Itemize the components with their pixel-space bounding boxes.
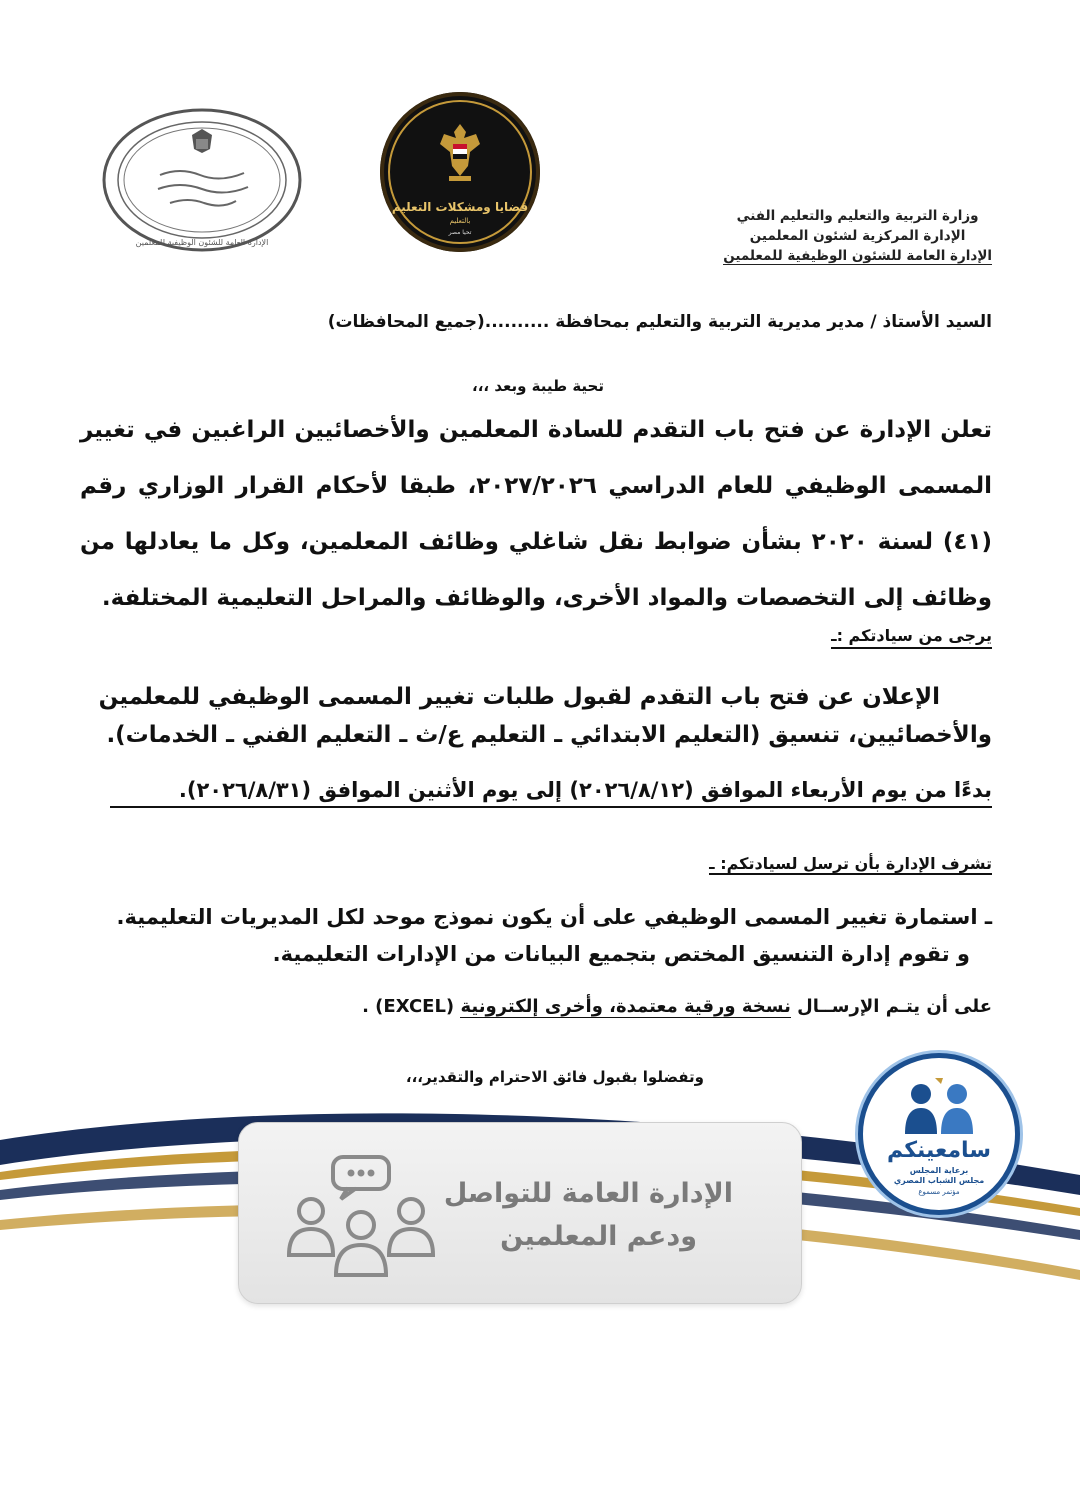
communication-department-card (238, 1122, 802, 1304)
people-chat-icon (281, 1151, 441, 1281)
logo-subtitle: بالتعليم (449, 217, 471, 225)
announce-line-1: الإعلان عن فتح باب التقدم لقبول طلبات تغيير المسمى الوظيفي للمعلمين (98, 684, 940, 710)
badge-footer: مؤتمر مسموع (918, 1188, 960, 1196)
header-line-2: الإدارة المركزية لشئون المعلمين (749, 228, 966, 244)
closing-line: وتفضلوا بقبول فائق الاحترام والتقدير،،، (405, 1068, 704, 1086)
card-line-1: الإدارة العامة للتواصل (443, 1178, 733, 1209)
header-line-1: وزارة التربية والتعليم والتعليم الفني (736, 208, 979, 224)
ministry-header (723, 206, 992, 266)
education-issues-logo (380, 92, 540, 252)
form-line-3 (362, 996, 992, 1017)
announce-line-2: والأخصائيين، تنسيق (التعليم الابتدائي ـ التعليم ع/ث ـ التعليم الفني ـ الخدمات). (106, 722, 992, 748)
greeting: تحية طيبة وبعد ،،، (472, 377, 604, 395)
logo-title: قضايا ومشكلات التعليم (391, 200, 529, 214)
logo-footer: تحيا مصر (448, 229, 472, 236)
form-line-1: ـ استمارة تغيير المسمى الوظيفي على أن يكون نموذج موحد لكل المديريات التعليمية. (116, 905, 992, 929)
form3-suffix: (EXCEL) . (362, 996, 455, 1017)
seal-text: الإدارة العامة للشئون الوظيفية للمعلمين (135, 238, 269, 247)
ministry-seal-logo (100, 105, 305, 255)
form3-prefix: على أن يتـم الإرســال (797, 996, 992, 1017)
samieenkom-badge-logo (858, 1053, 1020, 1215)
badge-subtitle (873, 1166, 1005, 1186)
badge-sub-2: مجلس الشباب المصري (893, 1176, 985, 1185)
card-line-2: ودعم المعلمين (500, 1221, 697, 1252)
request-heading: يرجى من سيادتكم :ـ (831, 626, 992, 649)
announce-dates: بدءًا من يوم الأربعاء الموافق (٢٠٢٦/٨/١٢) إلى يوم الأثنين الموافق (٢٠٢٦/٨/٣١). (110, 778, 992, 808)
eagle-icon (435, 120, 485, 192)
badge-sub-1: برعاية المجلس (909, 1166, 969, 1175)
announcement-paragraph: تعلن الإدارة عن فتح باب التقدم للسادة المعلمين والأخصائيين الراغبين في تغيير المسمى الوظيفي للعام الدراسي ٢٠٢٧/٢٠٢٦، طبقا لأحكام القرار الوزاري رقم (٤١) لسنة ٢٠٢٠ بشأن ضوابط نقل شاغلي وظائف المعلمين، وكل ما يعادلها من وظائف إلى التخصصات والمواد الأخرى، والوظائف والمراحل التعليمية المختلفة. (80, 417, 992, 611)
honor-heading: تشرف الإدارة بأن ترسل لسيادتكم: ـ (709, 854, 992, 873)
two-people-talking-icon (899, 1072, 979, 1136)
badge-title: سامعينكم (887, 1138, 991, 1163)
form-line-2: و تقوم إدارة التنسيق المختص بتجميع البيانات من الإدارات التعليمية. (272, 942, 970, 966)
form3-underlined: نسخة ورقية معتمدة، وأخرى إلكترونية (460, 996, 791, 1017)
addressee-line: السيد الأستاذ / مدير مديرية التربية والتعليم بمحافظة ..........(جميع المحافظات) (327, 312, 992, 332)
header-line-3: الإدارة العامة للشئون الوظيفية للمعلمين (723, 248, 992, 264)
